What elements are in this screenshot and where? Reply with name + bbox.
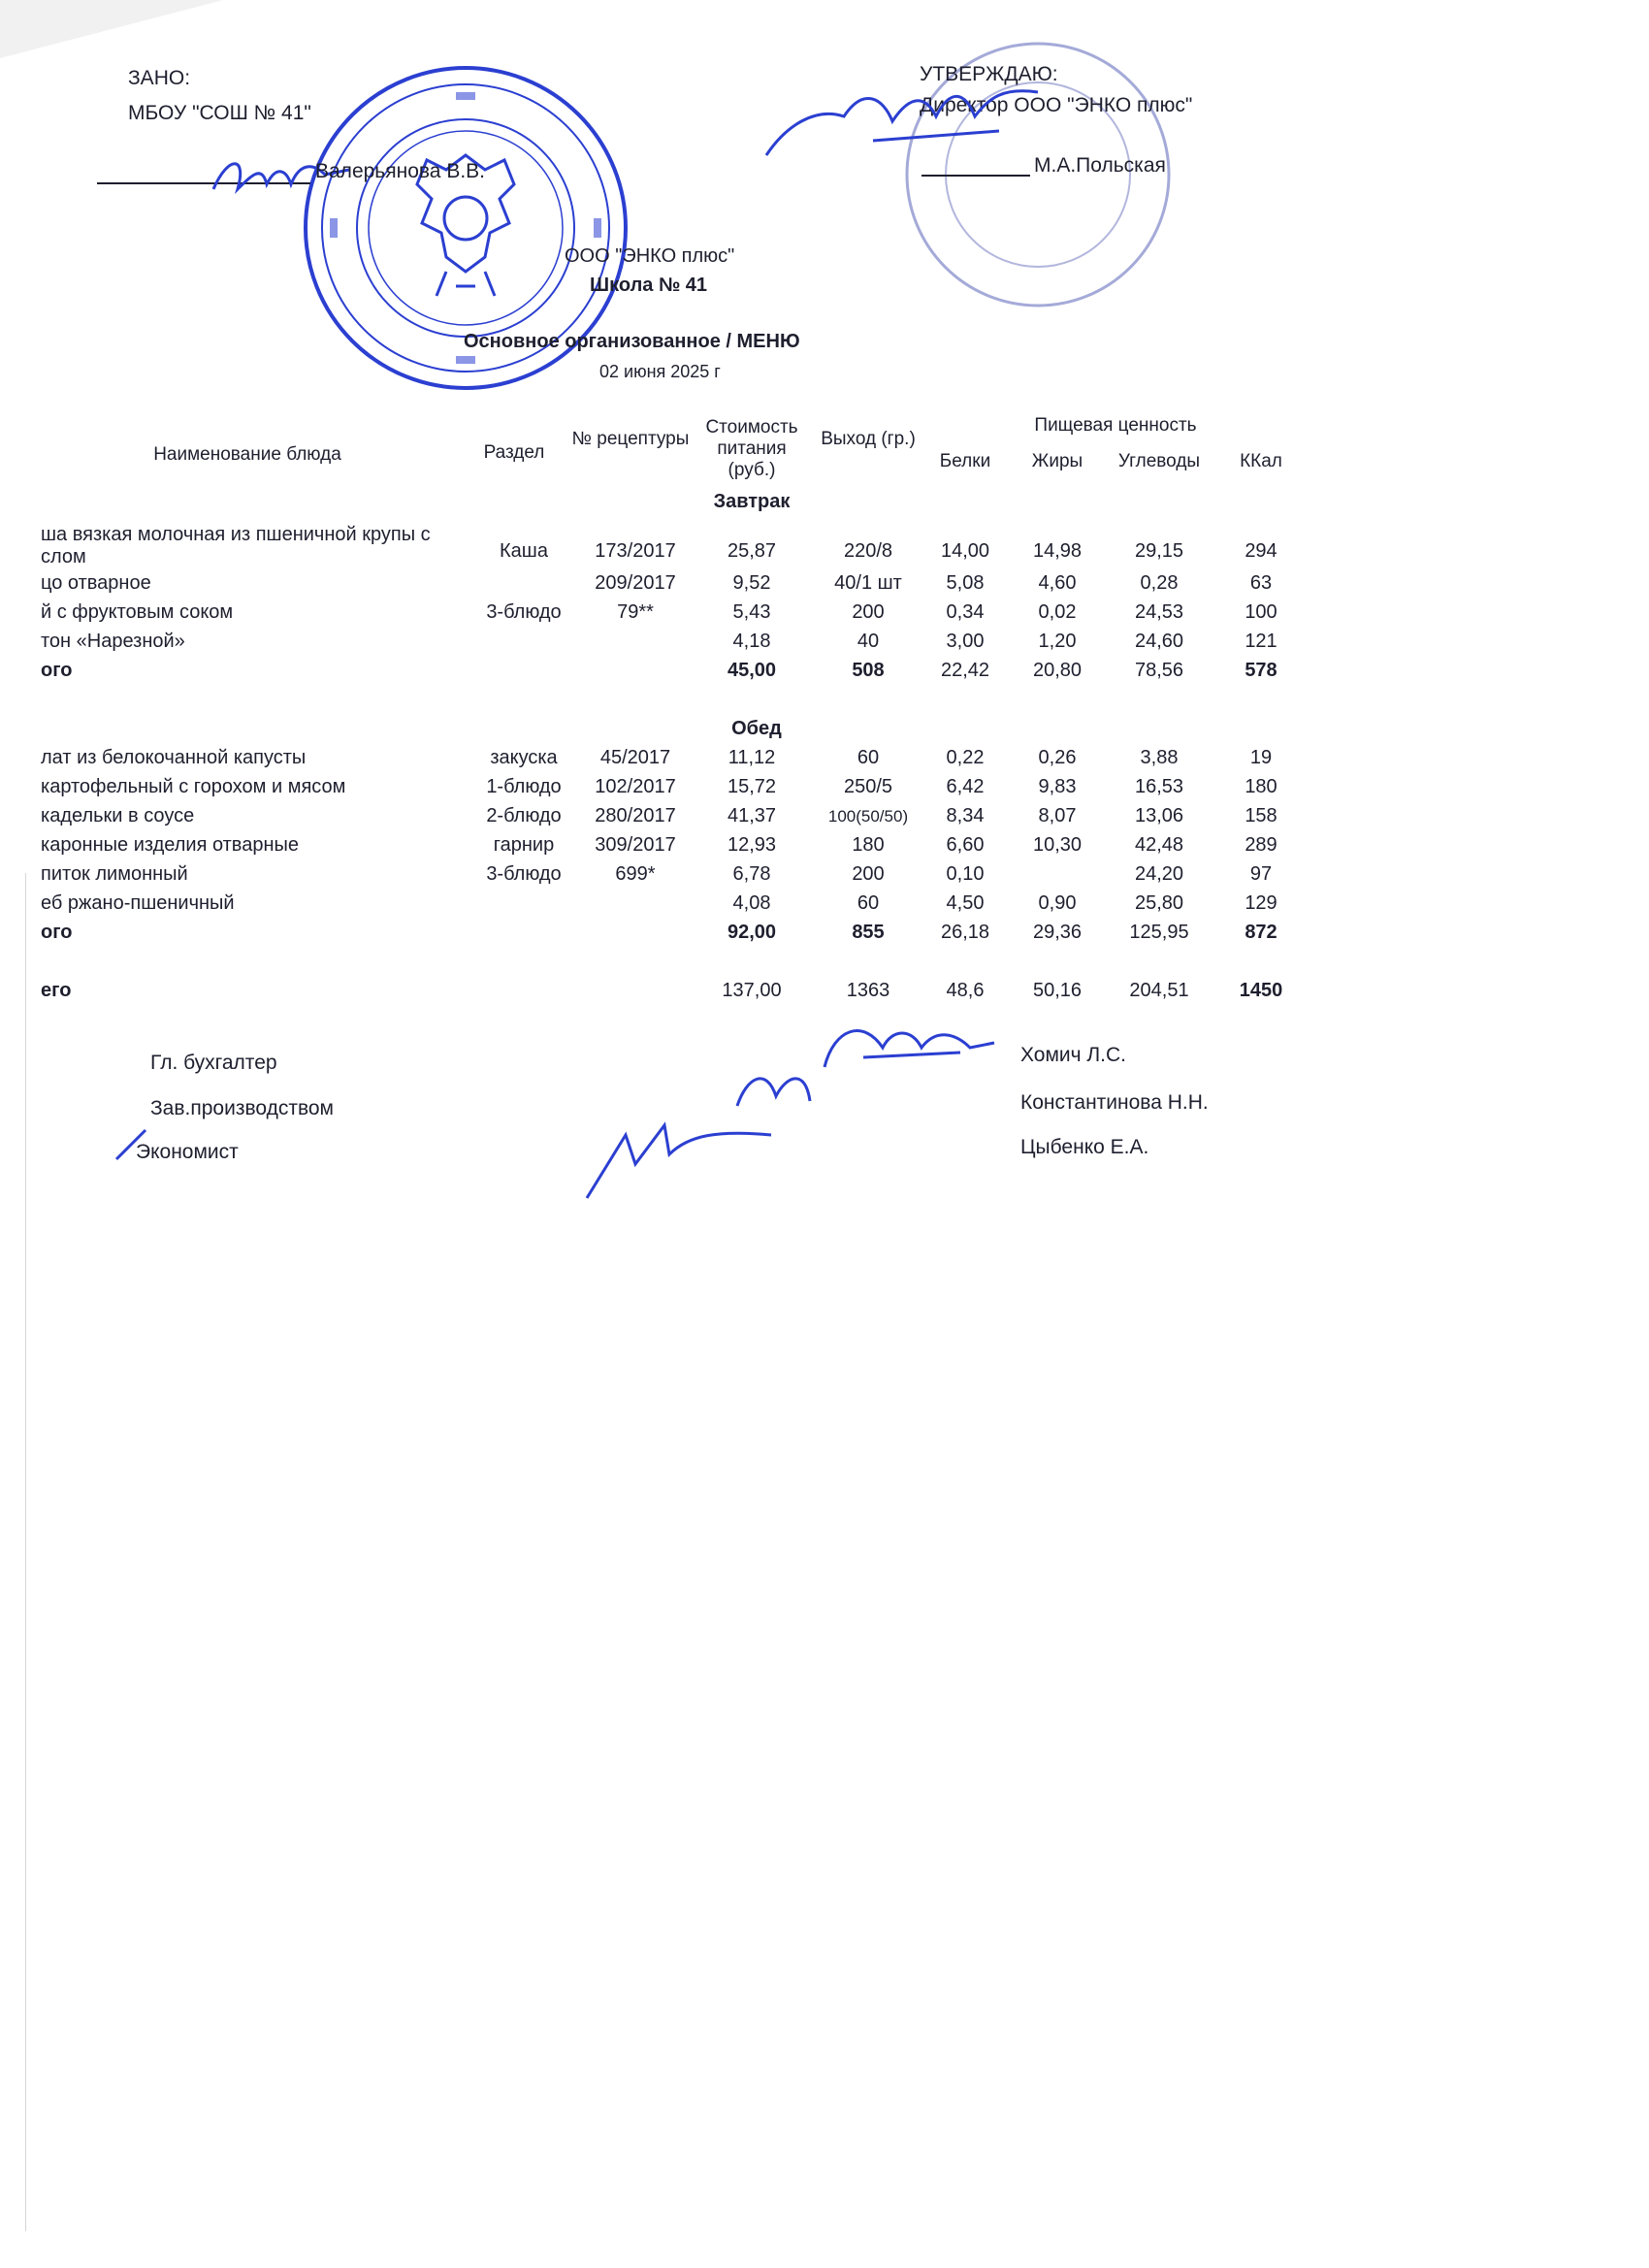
output-cell: 200 (852, 601, 885, 623)
menu-date: 02 июня 2025 г (599, 362, 721, 381)
fat-cell: 20,80 (1032, 660, 1083, 681)
fat-cell: 14,98 (1032, 540, 1083, 562)
cost-cell: 41,37 (727, 805, 777, 826)
carbs-cell: 29,15 (1134, 540, 1184, 562)
kcal-cell: 63 (1249, 572, 1273, 594)
cost-cell: 9,52 (732, 572, 771, 594)
dish-name: каронные изделия отварные (41, 834, 299, 856)
fat-cell: 9,83 (1038, 776, 1077, 797)
cost-cell: 11,12 (728, 747, 776, 768)
signature-role: Гл. бухгалтер (150, 1052, 277, 1074)
carbs-cell: 13,06 (1134, 805, 1184, 826)
cost-cell: 45,00 (727, 660, 777, 681)
menu-title: Основное организованное / МЕНЮ (464, 331, 800, 352)
economist-mark (112, 1125, 150, 1164)
carbs-cell: 25,80 (1134, 892, 1184, 914)
fat-cell: 0,26 (1038, 747, 1077, 768)
cost-cell: 92,00 (727, 922, 777, 943)
cost-cell: 25,87 (727, 540, 777, 562)
output-cell: 100(50/50) (827, 807, 909, 826)
agreed-org: МБОУ "СОШ № 41" (128, 102, 311, 124)
dish-name: й с фруктовым соком (41, 601, 234, 623)
total-label: ого (41, 660, 73, 681)
protein-cell: 6,60 (946, 834, 985, 856)
col-dish-header: Наименование блюда (153, 444, 341, 465)
output-cell: 200 (852, 863, 885, 885)
total-label: ого (41, 922, 73, 943)
kcal-cell: 289 (1245, 834, 1277, 856)
fat-cell: 10,30 (1032, 834, 1083, 856)
recipe-cell: 209/2017 (595, 572, 676, 594)
agreed-title: ЗАНО: (128, 67, 191, 89)
recipe-cell: 173/2017 (595, 540, 676, 562)
section-cell: гарнир (493, 834, 555, 856)
fat-cell: 0,90 (1038, 892, 1077, 914)
recipe-cell: 79** (617, 601, 654, 623)
dish-name: кадельки в соусе (41, 805, 195, 826)
cost-cell: 5,43 (732, 601, 771, 623)
dish-name: картофельный с горохом и мясом (41, 776, 346, 797)
kcal-cell: 158 (1245, 805, 1277, 826)
col-cost-header: Стоимость питания (руб.) (705, 417, 798, 480)
protein-cell: 5,08 (946, 572, 985, 594)
carbs-cell: 78,56 (1134, 660, 1184, 681)
accountant-handwritten-signature (718, 1009, 999, 1125)
agreed-name: Валерьянова В.В. (315, 160, 486, 182)
kcal-cell: 97 (1249, 863, 1273, 885)
output-cell: 220/8 (843, 540, 893, 562)
col-protein-header: Белки (939, 451, 991, 471)
col-kcal-header: ККал (1240, 451, 1282, 471)
col-nutrition-header: Пищевая ценность (1034, 415, 1197, 436)
kcal-cell: 872 (1245, 922, 1277, 943)
signature-name: Цыбенко Е.А. (1020, 1136, 1149, 1158)
protein-cell: 22,42 (940, 660, 990, 681)
section-cell: Каша (500, 540, 548, 562)
protein-cell: 6,42 (946, 776, 985, 797)
dish-name: ша вязкая молочная из пшеничной крупы с слом (41, 524, 431, 567)
recipe-cell: 102/2017 (595, 776, 676, 797)
scan-edge-line (25, 873, 26, 2231)
protein-cell: 26,18 (940, 922, 990, 943)
company-name: ООО "ЭНКО плюс" (565, 245, 735, 267)
cost-cell: 137,00 (722, 980, 782, 1001)
section-cell: 2-блюдо (486, 805, 562, 826)
approve-position: Директор ООО "ЭНКО плюс" (920, 94, 1193, 116)
recipe-cell: 45/2017 (599, 747, 671, 768)
section-cell: 3-блюдо (486, 863, 562, 885)
kcal-cell: 294 (1245, 540, 1277, 562)
carbs-cell: 3,88 (1140, 747, 1179, 768)
signature-role: Зав.производством (150, 1097, 334, 1119)
protein-cell: 4,50 (946, 892, 985, 914)
kcal-cell: 129 (1245, 892, 1277, 914)
approve-name: М.А.Польская (1034, 154, 1166, 177)
approve-handwritten-signature (757, 68, 1048, 175)
carbs-cell: 16,53 (1134, 776, 1184, 797)
col-recipe-header: № рецептуры (571, 429, 690, 449)
lunch-section-title: Обед (731, 718, 782, 739)
cost-cell: 15,72 (727, 776, 777, 797)
kcal-cell: 180 (1245, 776, 1277, 797)
fat-cell: 4,60 (1038, 572, 1077, 594)
breakfast-section-title: Завтрак (713, 491, 791, 512)
dish-name: лат из белокочанной капусты (41, 747, 307, 768)
dish-name: цо отварное (41, 572, 151, 594)
signature-name: Хомич Л.С. (1020, 1044, 1127, 1066)
cost-cell: 12,93 (727, 834, 777, 856)
carbs-cell: 24,53 (1134, 601, 1184, 623)
col-output-header: Выход (гр.) (821, 429, 916, 449)
output-cell: 508 (852, 660, 885, 681)
kcal-cell: 100 (1245, 601, 1277, 623)
recipe-cell: 309/2017 (595, 834, 676, 856)
fat-cell: 29,36 (1032, 922, 1083, 943)
protein-cell: 48,6 (946, 980, 985, 1001)
section-cell: 3-блюдо (486, 601, 562, 623)
carbs-cell: 24,20 (1134, 863, 1184, 885)
fat-cell: 50,16 (1032, 980, 1083, 1001)
fat-cell: 1,20 (1038, 631, 1077, 652)
output-cell: 180 (852, 834, 885, 856)
signature-name: Константинова Н.Н. (1020, 1091, 1209, 1114)
output-cell: 40/1 шт (834, 572, 902, 594)
dish-name: еб ржано-пшеничный (41, 892, 235, 914)
output-cell: 60 (857, 747, 880, 768)
carbs-cell: 204,51 (1129, 980, 1189, 1001)
cost-cell: 4,18 (732, 631, 771, 652)
carbs-cell: 42,48 (1134, 834, 1184, 856)
protein-cell: 8,34 (946, 805, 985, 826)
recipe-cell: 280/2017 (595, 805, 676, 826)
output-cell: 40 (857, 631, 880, 652)
output-cell: 250/5 (843, 776, 893, 797)
approve-title: УТВЕРЖДАЮ: (920, 63, 1058, 85)
col-section-header: Раздел (483, 442, 545, 463)
protein-cell: 0,22 (946, 747, 985, 768)
section-cell: 1-блюдо (486, 776, 562, 797)
kcal-cell: 121 (1245, 631, 1277, 652)
economist-handwritten-signature (582, 1116, 776, 1203)
section-cell: закуска (490, 747, 558, 768)
protein-cell: 14,00 (940, 540, 990, 562)
dish-name: питок лимонный (41, 863, 188, 885)
kcal-cell: 1450 (1239, 980, 1283, 1001)
kcal-cell: 578 (1245, 660, 1277, 681)
carbs-cell: 0,28 (1140, 572, 1179, 594)
carbs-cell: 125,95 (1129, 922, 1189, 943)
output-cell: 60 (857, 892, 880, 914)
output-cell: 1363 (846, 980, 890, 1001)
col-carbs-header: Углеводы (1117, 451, 1201, 471)
dish-name: тон «Нарезной» (41, 631, 185, 652)
cost-cell: 4,08 (732, 892, 771, 914)
col-fat-header: Жиры (1031, 451, 1083, 471)
carbs-cell: 24,60 (1134, 631, 1184, 652)
protein-cell: 3,00 (946, 631, 985, 652)
scan-fold-shadow (0, 0, 223, 58)
approve-signature-line (922, 175, 1030, 177)
recipe-cell: 699* (615, 863, 656, 885)
cost-cell: 6,78 (732, 863, 771, 885)
school-name: Школа № 41 (590, 275, 708, 296)
fat-cell: 8,07 (1038, 805, 1077, 826)
kcal-cell: 19 (1249, 747, 1273, 768)
output-cell: 855 (852, 922, 885, 943)
total-label: его (41, 980, 72, 1001)
signature-role: Экономист (136, 1141, 239, 1163)
fat-cell: 0,02 (1038, 601, 1077, 623)
protein-cell: 0,34 (946, 601, 985, 623)
protein-cell: 0,10 (946, 863, 985, 885)
